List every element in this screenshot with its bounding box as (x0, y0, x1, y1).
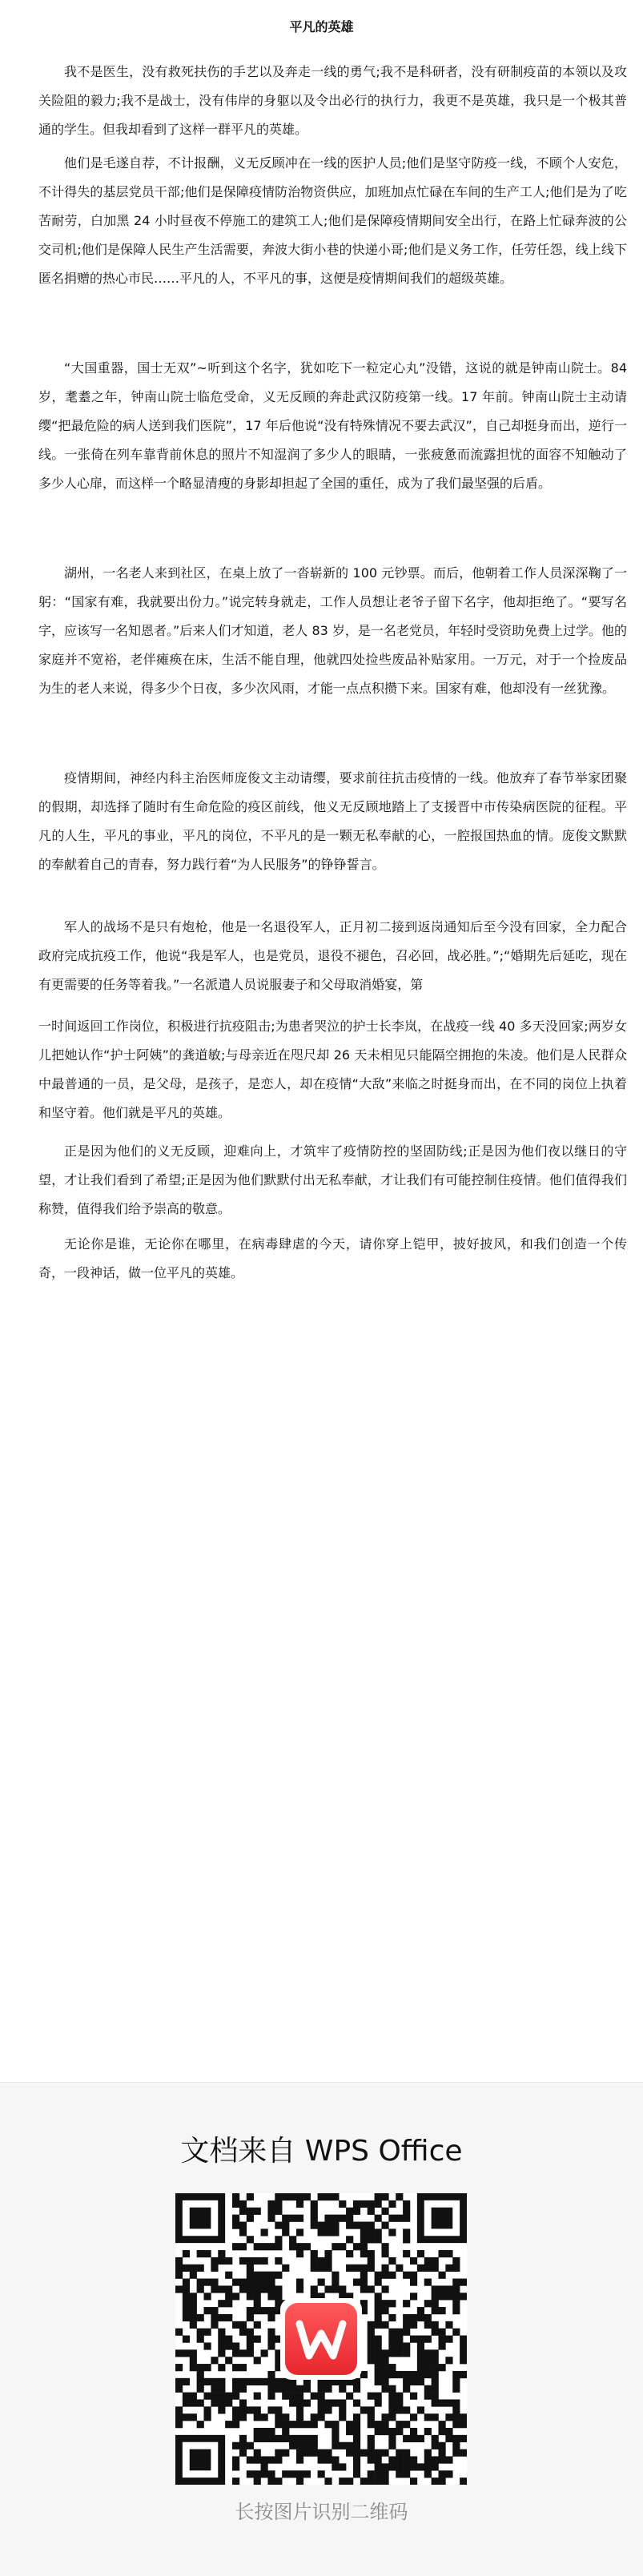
qr-code-icon[interactable] (175, 2193, 467, 2485)
paragraph-9: 无论你是谁，无论你在哪里，在病毒肆虐的今天，请你穿上铠甲，披好披风，和我们创造一个传奇，一段神话，做一位平凡的英雄。 (38, 1236, 627, 1280)
wps-logo-icon (280, 2298, 362, 2380)
paragraph-6: 军人的战场不是只有炮枪，他是一名退役军人，正月初二接到返岗通知后至今没有回家，全力配合政府完成抗疫工作，他说“我是军人，也是党员，退役不褪色，召必回，战必胜。”;“婚期先后延吃，现在有更需要的任务等着我。”一名派遣人员说服妻子和父母取消婚宴，第 (38, 919, 627, 992)
paragraph-4: 湖州，一名老人来到社区，在桌上放了一沓崭新的 100 元钞票。而后，他朝着工作人员深深鞠了一躬：“国家有难，我就要出份力。”说完转身就走，工作人员想让老爷子留下名字，他却拒绝了。“要写名字，应该写一名知恩者。”后来人们才知道，老人 83 岁，是一名老党员，年轻时受资助免费上过学。他的家庭并不宽裕，老伴瘫痪在床，生活不能自理，他就四处捡些废品补贴家用。一万元，对于一个捡废品为生的老人来说，得多少个日夜，多少次风雨，才能一点点积攒下来。国家有难，他却没有一丝犹豫。 (38, 565, 627, 696)
wps-footer (0, 2082, 643, 2576)
paragraph-7: 一时间返回工作岗位，积极进行抗疫阻击;为患者哭泣的护士长李岚，在战疫一线 40 多天没回家;两岁女儿把她认作“护士阿姨”的龚道敏;与母亲近在咫尺却 26 天未相见只能隔空拥抱的朱凌。他们是人民群众中最普通的一员，是父母，是孩子，是恋人，却在疫情“大敌”来临之时挺身而出，在不同的岗位上执着和坚守着。他们就是平凡的英雄。 (38, 1019, 627, 1120)
paragraph-8: 正是因为他们的义无反顾，迎难向上，才筑牢了疫情防控的坚固防线;正是因为他们夜以继日的守望，才让我们看到了希望;正是因为他们默默付出无私奉献，才让我们有可能控制住疫情。他们值得我们称赞，值得我们给予崇高的敬意。 (38, 1143, 627, 1216)
paragraph-3: “大国重器，国士无双”~听到这个名字，犹如吃下一粒定心丸”没错，这说的就是钟南山院士。84 岁，耄耋之年，钟南山院士临危受命，义无反顾的奔赴武汉防疫第一线。17 年前。钟南山院士主动请缨“把最危险的病人送到我们医院”，17 年后他说“没有特殊情况不要去武汉”，自己却挺身而出，逆行一线。一张倚在列车靠背前休息的照片不知湿润了多少人的眼睛，一张疲惫而流露担忧的面容不知触动了多少人心扉，而这样一个略显清瘦的身影却担起了全国的重任，成为了我们最坚强的后盾。 (38, 360, 627, 491)
wps-w-glyph (285, 2303, 357, 2375)
document-title: 平凡的英雄 (289, 19, 354, 34)
paragraph-1: 我不是医生，没有救死扶伤的手艺以及奔走一线的勇气;我不是科研者，没有研制疫苗的本领以及攻关险阻的毅力;我不是战士，没有伟岸的身躯以及令出必行的执行力，我更不是英雄，我只是一个极其普通的学生。但我却看到了这样一群平凡的英雄。 (38, 64, 627, 137)
footer-title: 文档来自 WPS Office (180, 2135, 463, 2168)
wps-logo-badge (285, 2303, 357, 2375)
paragraph-5: 疫情期间，神经内科主治医师庞俊文主动请缨，要求前往抗击疫情的一线。他放弃了春节举家团聚的假期，却选择了随时有生命危险的疫区前线，他义无反顾地踏上了支援晋中市传染病医院的征程。平凡的人生，平凡的事业，平凡的岗位，不平凡的是一颗无私奉献的心，一腔报国热血的情。庞俊文默默的奉献着自己的青春，努力践行着“为人民服务”的铮铮誓言。 (38, 770, 627, 872)
footer-hint: 长按图片识别二维码 (235, 2501, 408, 2523)
paragraph-2: 他们是毛遂自荐，不计报酬，义无反顾冲在一线的医护人员;他们是坚守防疫一线，不顾个人安危，不计得失的基层党员干部;他们是保障疫情防治物资供应，加班加点忙碌在车间的生产工人;他们是为了吃苦耐劳，白加黑 24 小时昼夜不停施工的建筑工人;他们是保障疫情期间安全出行，在路上忙碌奔波的公交司机;他们是保障人民生产生活需要，奔波大街小巷的快递小哥;他们是义务工作，任劳任怨，线上线下匿名捐赠的热心市民……平凡的人，不平凡的事，这便是疫情期间我们的超级英雄。 (38, 155, 627, 286)
